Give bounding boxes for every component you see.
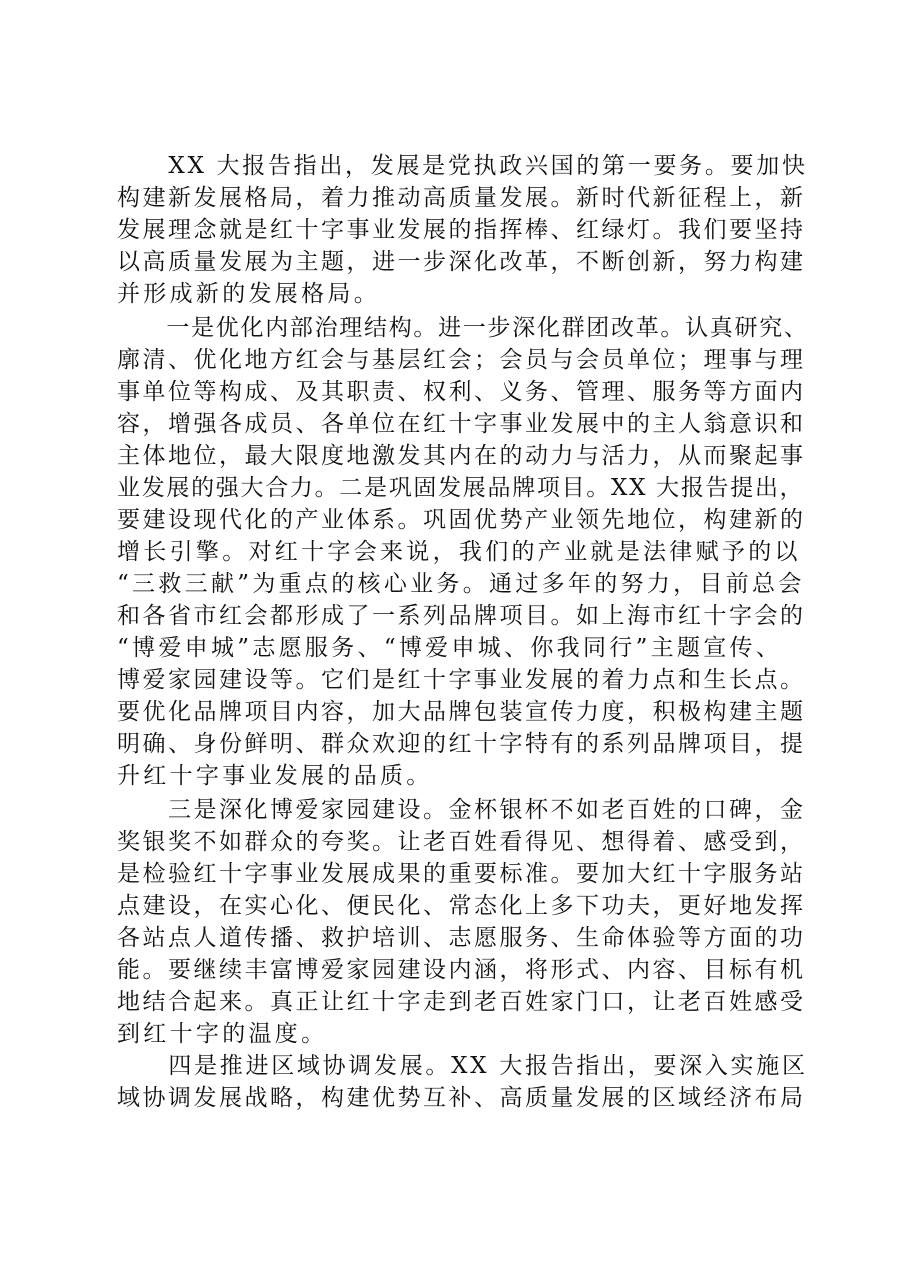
text-line: 是检验红十字事业发展成果的重要标准。要加大红十字服务站 <box>117 861 806 887</box>
text-line: 事单位等构成、及其职责、权利、义务、管理、服务等方面内 <box>117 379 806 405</box>
text-line: 明确、身份鲜明、群众欢迎的红十字特有的系列品牌项目，提 <box>117 731 806 757</box>
text-line: “博爱申城”志愿服务、“博爱申城、你我同行”主题宣传、 <box>117 635 783 661</box>
text-line: 博爱家园建设等。它们是红十字事业发展的着力点和生长点。 <box>117 667 806 693</box>
text-line: 主体地位，最大限度地激发其内在的动力与活力，从而聚起事 <box>117 443 806 469</box>
text-line: 以高质量发展为主题，进一步深化改革，不断创新，努力构建 <box>117 249 806 275</box>
text-line: 增长引擎。对红十字会来说，我们的产业就是法律赋予的以 <box>117 539 801 565</box>
text-line: 容，增强各成员、各单位在红十字事业发展中的主人翁意识和 <box>117 411 806 437</box>
text-line: 发展理念就是红十字事业发展的指挥棒、红绿灯。我们要坚持 <box>117 217 806 243</box>
text-line: 构建新发展格局，着力推动高质量发展。新时代新征程上，新 <box>117 185 806 211</box>
text-line: “三救三献”为重点的核心业务。通过多年的努力，目前总会 <box>117 571 805 597</box>
text-line: 一是优化内部治理结构。进一步深化群团改革。认真研究、 <box>117 315 809 341</box>
text-line: 升红十字事业发展的品质。 <box>117 763 433 789</box>
text-line: 能。要继续丰富博爱家园建设内涵，将形式、内容、目标有机 <box>117 957 806 983</box>
text-line: 到红十字的温度。 <box>117 1021 328 1047</box>
text-line: 三是深化博爱家园建设。金杯银杯不如老百姓的口碑，金 <box>117 797 806 823</box>
text-line: 奖银奖不如群众的夸奖。让老百姓看得见、想得着、感受到， <box>117 829 806 855</box>
text-line: 和各省市红会都形成了一系列品牌项目。如上海市红十字会的 <box>117 603 806 629</box>
text-line: 并形成新的发展格局。 <box>117 281 380 307</box>
text-line: XX 大报告指出，发展是党执政兴国的第一要务。要加快 <box>117 153 808 179</box>
text-line: 四是推进区域协调发展。XX 大报告指出，要深入实施区 <box>117 1053 808 1079</box>
text-line: 要优化品牌项目内容，加大品牌包装宣传力度，积极构建主题 <box>117 699 806 725</box>
text-line: 点建设，在实心化、便民化、常态化上多下功夫，更好地发挥 <box>117 893 806 919</box>
text-line: 域协调发展战略，构建优势互补、高质量发展的区域经济布局 <box>117 1085 806 1111</box>
text-line: 要建设现代化的产业体系。巩固优势产业领先地位，构建新的 <box>117 507 806 533</box>
text-line: 各站点人道传播、救护培训、志愿服务、生命体验等方面的功 <box>117 925 806 951</box>
text-line: 廓清、优化地方红会与基层红会；会员与会员单位；理事与理 <box>117 347 806 373</box>
text-line: 地结合起来。真正让红十字走到老百姓家门口，让老百姓感受 <box>117 989 806 1015</box>
text-line: 业发展的强大合力。二是巩固发展品牌项目。XX 大报告提出， <box>117 475 805 501</box>
